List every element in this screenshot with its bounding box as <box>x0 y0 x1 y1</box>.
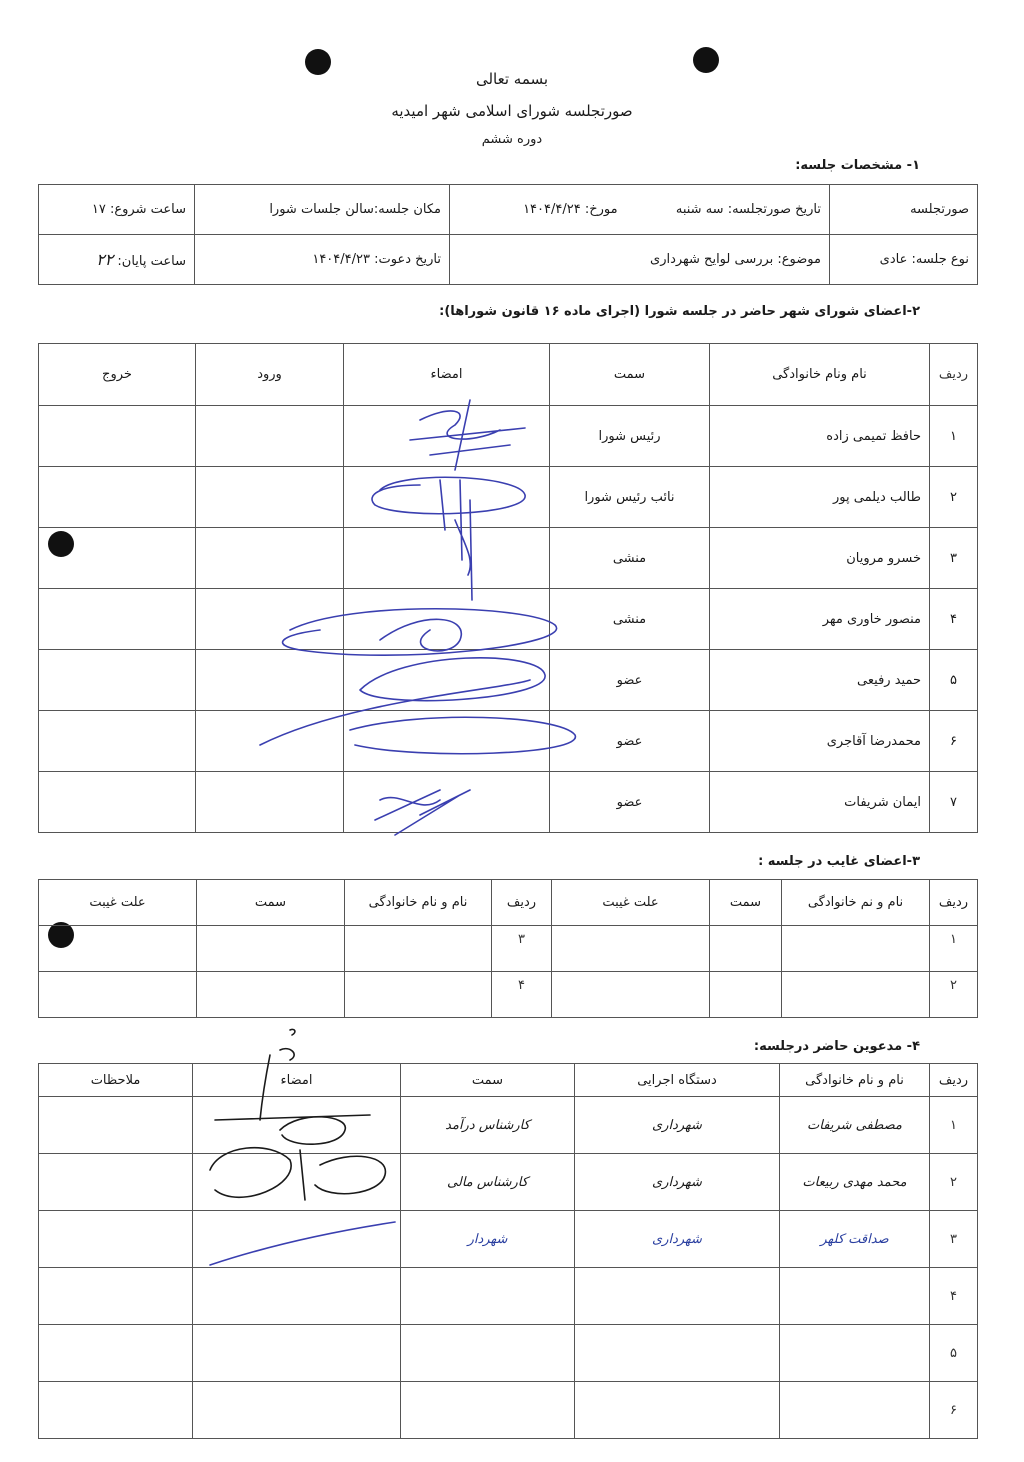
exit-cell <box>39 528 196 589</box>
col-exit: خروج <box>39 344 196 406</box>
signature-cell <box>344 711 550 772</box>
table-row <box>39 406 978 467</box>
info-start-time: ساعت شروع: ۱۷ <box>39 185 195 235</box>
section4-title: ۴- مدعوین حاضر درجلسه: <box>753 1039 920 1054</box>
signature-cell <box>344 772 550 833</box>
col-row: ردیف <box>492 880 552 926</box>
signature-cell <box>344 528 550 589</box>
row-number: ۱ <box>930 926 978 972</box>
table-row <box>39 926 978 972</box>
empty-cell <box>39 1325 193 1382</box>
signature-cell <box>344 406 550 467</box>
empty-cell <box>197 972 345 1018</box>
entry-cell <box>196 528 344 589</box>
info-minutes-label: صورتجلسه <box>830 185 978 235</box>
invitee-name: صداقت کلهر <box>780 1211 930 1268</box>
row-number: ۷ <box>930 772 978 833</box>
row-number: ۱ <box>930 1097 978 1154</box>
table-row <box>39 1268 978 1325</box>
col-entry: ورود <box>196 344 344 406</box>
member-role: عضو <box>550 711 710 772</box>
empty-cell <box>39 1268 193 1325</box>
invitee-name: مصطفی شریفات <box>780 1097 930 1154</box>
info-date-cell <box>450 185 830 235</box>
empty-cell <box>39 926 197 972</box>
info-end-value: ۲۲ <box>96 250 114 269</box>
col-absence-reason: علت غیبت <box>39 880 197 926</box>
member-name: محمدرضا آقاجری <box>710 711 930 772</box>
table-row <box>39 1097 978 1154</box>
empty-cell <box>780 1268 930 1325</box>
invitee-name: محمد مهدی ربیعات <box>780 1154 930 1211</box>
empty-cell <box>401 1268 575 1325</box>
row-number: ۳ <box>492 926 552 972</box>
absent-members-table <box>38 879 978 1018</box>
empty-cell <box>345 926 492 972</box>
col-role: سمت <box>197 880 345 926</box>
empty-cell <box>39 972 197 1018</box>
row-number: ۶ <box>930 711 978 772</box>
table-row <box>39 650 978 711</box>
meeting-info-table <box>38 184 978 285</box>
table-row <box>39 1382 978 1439</box>
section3-title: ۳-اعضای غایب در جلسه : <box>758 854 920 869</box>
signature-cell <box>193 1154 401 1211</box>
empty-cell <box>782 926 930 972</box>
info-date: تاریخ صورتجلسه: سه شنبه <box>675 202 821 217</box>
header-bismillah: بسمه تعالی <box>475 70 549 88</box>
signature-cell <box>193 1211 401 1268</box>
invitee-organization: شهرداری <box>575 1211 780 1268</box>
col-remarks: ملاحظات <box>39 1064 193 1097</box>
row-number: ۳ <box>930 1211 978 1268</box>
signature-cell <box>344 467 550 528</box>
exit-cell <box>39 650 196 711</box>
row-number: ۴ <box>930 1268 978 1325</box>
empty-cell <box>780 1382 930 1439</box>
row-number: ۲ <box>930 972 978 1018</box>
header-title: صورتجلسه شورای اسلامی شهر امیدیه <box>391 102 633 120</box>
empty-cell <box>193 1382 401 1439</box>
empty-cell <box>39 1382 193 1439</box>
signature-cell <box>344 650 550 711</box>
info-dated: مورخ: ۱۴۰۴/۴/۲۴ <box>523 202 618 217</box>
info-location: مکان جلسه:سالن جلسات شورا <box>195 185 450 235</box>
empty-cell <box>345 972 492 1018</box>
empty-cell <box>197 926 345 972</box>
invitees-table <box>38 1063 978 1439</box>
exit-cell <box>39 589 196 650</box>
table-row <box>39 467 978 528</box>
table-row <box>39 1211 978 1268</box>
empty-cell <box>780 1325 930 1382</box>
info-end-label: ساعت پایان: <box>117 254 186 269</box>
col-signature: امضاء <box>193 1064 401 1097</box>
present-members-table <box>38 343 978 833</box>
col-row: ردیف <box>930 344 978 406</box>
empty-cell <box>552 926 710 972</box>
member-role: منشی <box>550 528 710 589</box>
remarks-cell <box>39 1097 193 1154</box>
row-number: ۶ <box>930 1382 978 1439</box>
entry-cell <box>196 650 344 711</box>
col-name: نام و نام خانوادگی <box>780 1064 930 1097</box>
row-number: ۵ <box>930 650 978 711</box>
empty-cell <box>575 1382 780 1439</box>
member-name: منصور خاوری مهر <box>710 589 930 650</box>
table-row <box>39 528 978 589</box>
col-name: نام ونام خانوادگی <box>710 344 930 406</box>
empty-cell <box>710 926 782 972</box>
member-role: عضو <box>550 772 710 833</box>
remarks-cell <box>39 1154 193 1211</box>
col-role: سمت <box>710 880 782 926</box>
table-row <box>39 1154 978 1211</box>
row-number: ۱ <box>930 406 978 467</box>
exit-cell <box>39 772 196 833</box>
exit-cell <box>39 406 196 467</box>
table-row <box>39 772 978 833</box>
table-row <box>39 711 978 772</box>
col-row: ردیف <box>930 880 978 926</box>
member-role: نائب رئیس شورا <box>550 467 710 528</box>
member-name: حافظ تمیمی زاده <box>710 406 930 467</box>
member-name: خسرو مرویان <box>710 528 930 589</box>
col-name: نام و نام خانوادگی <box>345 880 492 926</box>
member-role: رئیس شورا <box>550 406 710 467</box>
invitee-role: کارشناس مالی <box>401 1154 575 1211</box>
col-absence-reason: علت غیبت <box>552 880 710 926</box>
entry-cell <box>196 406 344 467</box>
row-number: ۲ <box>930 1154 978 1211</box>
row-number: ۴ <box>492 972 552 1018</box>
empty-cell <box>193 1325 401 1382</box>
invitee-organization: شهرداری <box>575 1097 780 1154</box>
empty-cell <box>710 972 782 1018</box>
section2-title: ۲-اعضای شورای شهر حاضر در جلسه شورا (اجرای ماده ۱۶ قانون شوراها): <box>439 304 920 319</box>
section1-title: ۱- مشخصات جلسه: <box>795 158 920 173</box>
invitee-role: شهردار <box>401 1211 575 1268</box>
empty-cell <box>401 1382 575 1439</box>
table-row <box>39 972 978 1018</box>
empty-cell <box>552 972 710 1018</box>
col-row: ردیف <box>930 1064 978 1097</box>
col-signature: امضاء <box>344 344 550 406</box>
exit-cell <box>39 467 196 528</box>
member-role: منشی <box>550 589 710 650</box>
info-invite-date: تاریخ دعوت: ۱۴۰۴/۴/۲۳ <box>195 235 450 285</box>
row-number: ۲ <box>930 467 978 528</box>
invitee-organization: شهرداری <box>575 1154 780 1211</box>
empty-cell <box>575 1325 780 1382</box>
header-term: دوره ششم <box>481 132 543 147</box>
info-session-type: نوع جلسه: عادی <box>830 235 978 285</box>
member-name: طالب دیلمی پور <box>710 467 930 528</box>
empty-cell <box>193 1268 401 1325</box>
entry-cell <box>196 711 344 772</box>
col-organization: دستگاه اجرایی <box>575 1064 780 1097</box>
signature-cell <box>344 589 550 650</box>
info-subject: موضوع: بررسی لوایح شهرداری <box>450 235 830 285</box>
invitee-role: کارشناس درآمد <box>401 1097 575 1154</box>
member-name: ایمان شریفات <box>710 772 930 833</box>
member-name: حمید رفیعی <box>710 650 930 711</box>
row-number: ۴ <box>930 589 978 650</box>
entry-cell <box>196 467 344 528</box>
info-end-time-cell <box>39 235 195 285</box>
empty-cell <box>782 972 930 1018</box>
row-number: ۳ <box>930 528 978 589</box>
table-row <box>39 1325 978 1382</box>
empty-cell <box>575 1268 780 1325</box>
row-number: ۵ <box>930 1325 978 1382</box>
remarks-cell <box>39 1211 193 1268</box>
col-name: نام و نم خانوادگی <box>782 880 930 926</box>
col-role: سمت <box>550 344 710 406</box>
signature-cell <box>193 1097 401 1154</box>
entry-cell <box>196 589 344 650</box>
col-role: سمت <box>401 1064 575 1097</box>
entry-cell <box>196 772 344 833</box>
table-row <box>39 589 978 650</box>
empty-cell <box>401 1325 575 1382</box>
exit-cell <box>39 711 196 772</box>
member-role: عضو <box>550 650 710 711</box>
